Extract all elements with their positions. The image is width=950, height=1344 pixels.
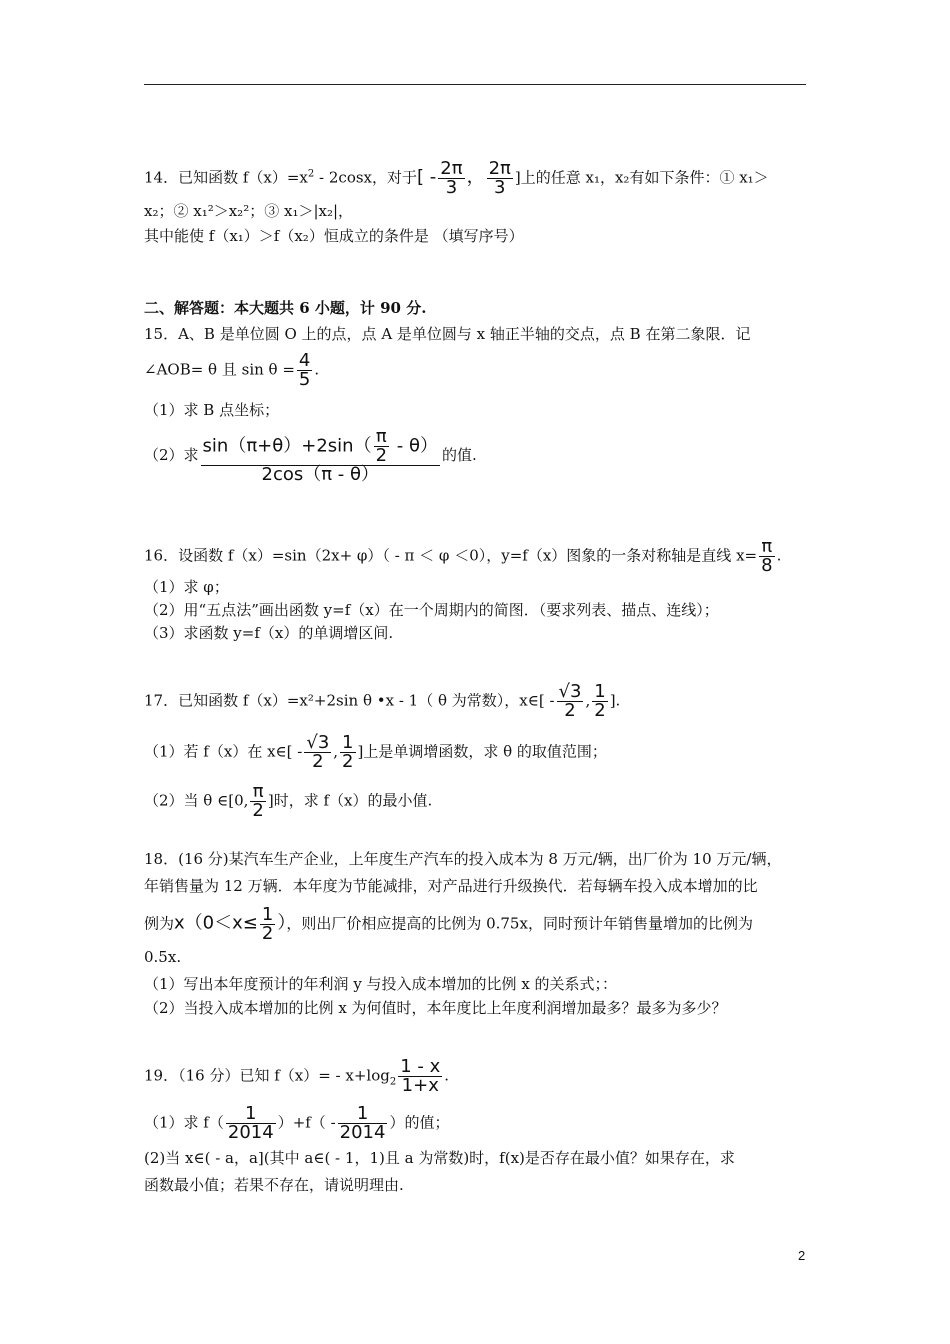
header-rule: [144, 84, 806, 85]
section-2-heading: 二、解答题：本大题共 6 小题，计 90 分.: [144, 299, 427, 317]
q17-comma: ,: [585, 691, 591, 710]
q15-part2-lead: （2）求: [144, 446, 199, 464]
q18-frac-num: 1: [261, 904, 274, 925]
q15-line1: 15．A、B 是单位圆 O 上的点，点 A 是单位圆与 x 轴正半轴的交点，点 B 在第二象限．记: [144, 325, 751, 343]
q15-part2: [144, 428, 477, 484]
q14-bracket: [ -: [417, 166, 437, 188]
q16-text-a: 16．设函数 f（x）=sin（2x+ φ）（ - π ＜ φ ＜0），y=f（x）图象的一条对称轴是直线 x=: [144, 546, 758, 565]
q17-part2-lead: （2）当 θ ∈[0,: [144, 791, 249, 810]
q18-line3: [144, 906, 753, 943]
q19-part1-lead: （1）求 f（: [144, 1113, 224, 1132]
q17-p1-frac2: [340, 734, 355, 771]
q17-p1-frac2-den: 2: [342, 751, 354, 772]
q19-p1-frac1-den: 2014: [227, 1122, 274, 1143]
q18-text-a: 例为: [144, 914, 175, 933]
q19-text-a: 19．（16 分）已知 f（x）= - x+log: [144, 1066, 390, 1085]
q14-line2: x₂；② x₁²＞x₂²；③ x₁＞|x₂|，: [144, 202, 354, 220]
q16-frac-num: π: [759, 538, 774, 557]
q14-text-a: 14．已知函数 f（x）=x: [144, 168, 308, 187]
q17-p2-frac-den: 2: [252, 800, 264, 821]
q14-text-b: - 2cosx，对于: [314, 168, 418, 187]
q18-line1: 18．(16 分)某汽车生产企业，上年度生产汽车的投入成本为 8 万元/辆，出厂价为 10 万元/辆，: [144, 850, 782, 868]
q14-sup: 2: [307, 168, 315, 180]
q14-frac2: [487, 160, 513, 197]
q15-line2: [144, 352, 319, 389]
q19-frac-den: 1+x: [401, 1075, 439, 1096]
q14-text-tail: ]上的任意 x₁，x₂有如下条件：① x₁＞: [514, 168, 769, 187]
q19-line1: [144, 1058, 449, 1095]
q19-part3: 函数最小值；若果不存在，请说明理由.: [144, 1176, 404, 1194]
q15-part2-tail: 的值.: [442, 446, 477, 464]
q18-paren: ）: [277, 912, 287, 934]
q17-p1-comma: ,: [333, 742, 339, 761]
q17-p1-frac1-den: 2: [312, 751, 324, 772]
q14-comma: ，: [466, 166, 485, 188]
q15-big-num-b: - θ）: [391, 435, 438, 457]
q14-frac1-num: 2π: [440, 158, 463, 179]
q18-frac: [260, 906, 275, 943]
q19-p1-frac2: [338, 1105, 388, 1142]
q19-p1-frac1: [226, 1105, 276, 1142]
q19-part2: (2)当 x∈( - a，a](其中 a∈( - 1，1)且 a 为常数)时，f(x)是否存在最小值？如果存在，求: [144, 1149, 735, 1167]
q17-part1-lead: （1）若 f（x）在 x∈[ -: [144, 742, 303, 761]
q19-text-b: .: [444, 1066, 450, 1085]
q19-frac: [398, 1058, 442, 1095]
q15-big-frac-num: [201, 428, 440, 466]
q14-frac2-den: 3: [494, 177, 506, 198]
q17-frac2-den: 2: [594, 700, 606, 721]
q14-frac1: [438, 160, 464, 197]
q17-part2: [144, 783, 432, 820]
q15-big-num-a: sin（π+θ）+2sin（: [202, 435, 372, 457]
q14-line3: 其中能使 f（x₁）＞f（x₂）恒成立的条件是 （填写序号）: [144, 227, 524, 245]
q14-line1: [144, 160, 769, 197]
q19-part1: [144, 1105, 449, 1142]
q17-p1-frac1-num: √3: [306, 732, 330, 753]
q17-p1-frac2-num: 1: [342, 732, 354, 753]
q19-part1-mid: ）+f（ -: [277, 1113, 336, 1132]
q18-condition: x（0＜x≤: [174, 912, 258, 934]
q17-text-b: ].: [609, 691, 621, 710]
q18-line4: 0.5x.: [144, 948, 182, 966]
q18-frac-den: 2: [261, 923, 274, 944]
q17-text-a: 17．已知函数 f（x）=x²+2sin θ •x - 1（ θ 为常数），x∈[ -: [144, 691, 555, 710]
q17-frac1-den: 2: [564, 700, 576, 721]
q16-text-b: .: [776, 546, 782, 565]
q15-frac-num: 4: [298, 350, 311, 371]
q19-log-base: 2: [389, 1076, 397, 1088]
q19-frac-num: 1 - x: [400, 1056, 441, 1077]
q15-text-a: ∠AOB= θ 且 sin θ =: [144, 360, 295, 379]
q15-part1: （1）求 B 点坐标；: [144, 401, 280, 419]
q16-part3: （3）求函数 y=f（x）的单调增区间.: [144, 624, 394, 642]
q16-frac: [759, 538, 774, 575]
q14-frac2-num: 2π: [488, 158, 511, 179]
q19-p1-frac1-num: 1: [226, 1105, 276, 1124]
q15-inner-den: 2: [375, 445, 388, 466]
q14-frac1-den: 3: [445, 177, 458, 198]
q15-big-frac: [201, 428, 440, 484]
q19-part1-tail: ）的值；: [389, 1113, 450, 1132]
q16-frac-den: 8: [761, 555, 773, 576]
q17-frac1-num: √3: [558, 681, 582, 702]
q15-frac: [297, 352, 312, 389]
q18-part1: （1）写出本年度预计的年利润 y 与投入成本增加的比例 x 的关系式；：: [144, 975, 618, 993]
q16-part1: （1）求 φ；: [144, 578, 229, 596]
q15-inner-num: π: [374, 428, 389, 447]
q17-frac2: [592, 683, 607, 720]
q17-frac2-num: 1: [594, 681, 606, 702]
q16-part2: （2）用“五点法”画出函数 y=f（x）在一个周期内的简图．（要求列表、描点、连线）；: [144, 601, 719, 619]
q15-frac-den: 5: [298, 369, 311, 390]
page-number: 2: [798, 1248, 806, 1263]
q17-frac1: [557, 683, 584, 720]
q17-p1-frac1: [304, 734, 331, 771]
q18-text-b: ，则出厂价相应提高的比例为 0.75x，同时预计年销售量增加的比例为: [286, 914, 753, 933]
q19-p1-frac2-num: 1: [338, 1105, 388, 1124]
q17-p2-frac: [250, 783, 265, 820]
q17-p2-frac-num: π: [250, 783, 265, 802]
q17-line1: [144, 683, 620, 720]
q18-line2: 年销售量为 12 万辆．本年度为节能减排，对产品进行升级换代．若每辆车投入成本增加的比: [144, 877, 758, 895]
q15-big-frac-den: 2cos（π - θ）: [261, 464, 380, 485]
q16-line1: [144, 538, 781, 575]
q15-text-b: .: [314, 360, 320, 379]
q18-part2: （2）当投入成本增加的比例 x 为何值时，本年度比上年度利润增加最多？最多为多少？: [144, 999, 727, 1017]
q15-inner-frac: [374, 428, 389, 465]
q17-part1-tail: ]上是单调增函数，求 θ 的取值范围；: [357, 742, 607, 761]
q17-part1: [144, 734, 607, 771]
q17-part2-tail: ]时，求 f（x）的最小值.: [267, 791, 433, 810]
q19-p1-frac2-den: 2014: [339, 1122, 386, 1143]
